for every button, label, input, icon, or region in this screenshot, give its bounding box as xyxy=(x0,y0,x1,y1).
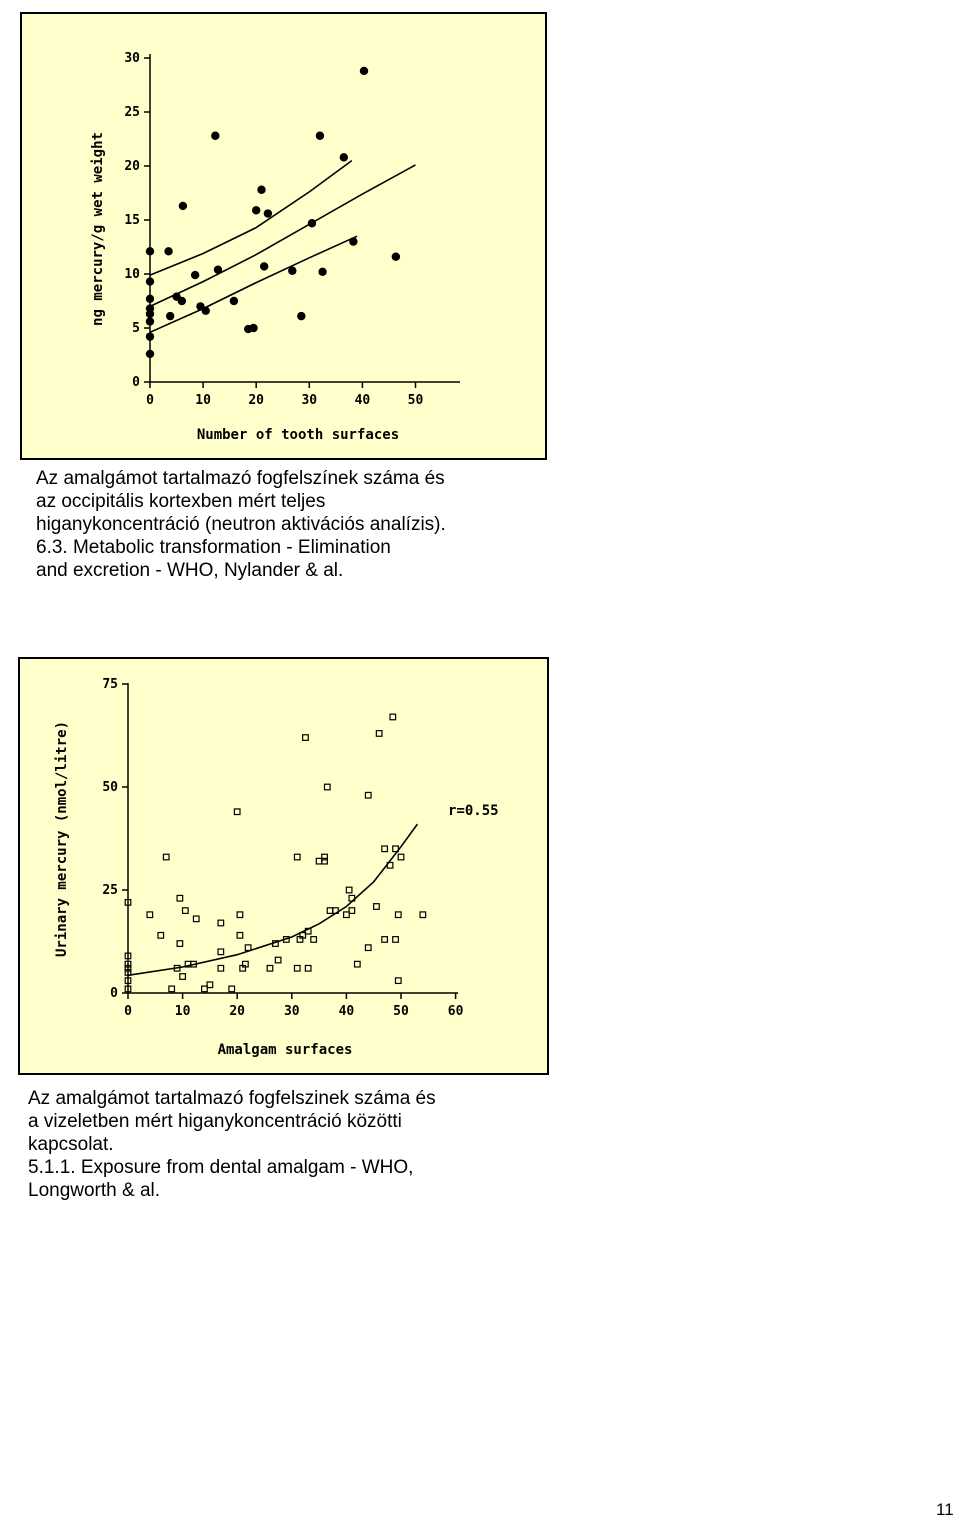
data-point xyxy=(237,912,243,918)
y-axis-title: Urinary mercury (nmol/litre) xyxy=(54,720,70,958)
y-axis-title: ng mercury/g wet weight xyxy=(90,132,106,326)
data-point xyxy=(294,965,300,971)
data-point xyxy=(294,854,300,860)
x-tick-label: 60 xyxy=(447,1004,464,1019)
data-point xyxy=(340,153,348,161)
x-tick-label: 0 xyxy=(146,393,154,408)
data-point xyxy=(303,735,309,741)
data-point xyxy=(237,933,243,939)
x-axis-title: Amalgam surfaces xyxy=(217,1042,353,1058)
scatter-chart-brain-mercury xyxy=(22,14,545,458)
y-tick-label: 50 xyxy=(102,780,118,795)
data-point xyxy=(390,714,396,720)
data-point xyxy=(260,262,268,270)
data-point xyxy=(322,854,328,860)
data-point xyxy=(146,317,154,325)
data-point xyxy=(163,854,169,860)
y-tick-label: 75 xyxy=(102,677,118,692)
data-point xyxy=(234,809,240,815)
x-tick-label: 50 xyxy=(393,1004,409,1019)
x-tick-label: 20 xyxy=(229,1004,246,1019)
data-point xyxy=(376,731,382,737)
data-point xyxy=(275,957,281,963)
y-tick-label: 20 xyxy=(124,159,140,174)
data-point xyxy=(382,937,388,943)
data-point xyxy=(374,904,380,910)
x-tick-label: 40 xyxy=(338,1004,355,1019)
data-point xyxy=(264,209,272,217)
data-point xyxy=(146,247,154,255)
data-point xyxy=(395,912,401,918)
trend-line-fit xyxy=(128,824,417,975)
data-point xyxy=(218,965,224,971)
x-tick-label: 30 xyxy=(283,1004,300,1019)
data-point xyxy=(393,937,399,943)
data-point xyxy=(183,908,189,914)
data-point xyxy=(245,945,251,951)
caption-urinary-mercury xyxy=(28,1087,436,1202)
data-point xyxy=(191,271,199,279)
data-point xyxy=(395,978,401,984)
data-point xyxy=(214,265,222,273)
data-point xyxy=(257,186,265,194)
data-point xyxy=(297,312,305,320)
data-point xyxy=(420,912,426,918)
data-point xyxy=(166,312,174,320)
data-point xyxy=(207,982,213,988)
caption-line: Longworth & al. xyxy=(28,1180,161,1201)
data-point xyxy=(202,986,208,992)
data-point xyxy=(180,974,186,980)
data-point xyxy=(229,986,235,992)
correlation-annotation: r=0.55 xyxy=(448,803,499,819)
data-point xyxy=(146,332,154,340)
page-number: 11 xyxy=(936,1500,954,1519)
x-tick-label: 30 xyxy=(301,393,318,408)
data-point xyxy=(316,858,322,864)
y-tick-label: 5 xyxy=(132,321,140,336)
y-tick-label: 0 xyxy=(110,986,118,1001)
data-point xyxy=(252,206,260,214)
data-point xyxy=(218,949,224,955)
x-axis-title: Number of tooth surfaces xyxy=(196,427,400,443)
data-point xyxy=(311,937,317,943)
data-point xyxy=(322,858,328,864)
data-point xyxy=(344,912,350,918)
caption-line: 6.3. Metabolic transformation - Elimination xyxy=(36,537,391,558)
data-point xyxy=(249,324,257,332)
data-point xyxy=(164,247,172,255)
data-point xyxy=(267,965,273,971)
data-point xyxy=(365,945,371,951)
caption-line: higanykoncentráció (neutron aktivációs analízis). xyxy=(36,514,446,535)
data-point xyxy=(146,295,154,303)
data-point xyxy=(146,350,154,358)
data-point xyxy=(327,908,333,914)
data-point xyxy=(211,132,219,140)
caption-line: 5.1.1. Exposure from dental amalgam - WHO, xyxy=(28,1157,414,1178)
data-point xyxy=(169,986,175,992)
y-tick-label: 0 xyxy=(132,375,140,390)
data-point xyxy=(305,965,311,971)
caption-line: kapcsolat. xyxy=(28,1134,114,1155)
y-tick-label: 15 xyxy=(124,213,140,228)
caption-line: and excretion - WHO, Nylander & al. xyxy=(36,560,344,581)
data-point xyxy=(346,887,352,893)
scatter-chart-urinary-mercury xyxy=(20,659,547,1073)
x-tick-label: 10 xyxy=(174,1004,191,1019)
data-point xyxy=(218,920,224,926)
data-point xyxy=(318,268,326,276)
caption-line: a vizeletben mért higanykoncentráció közötti xyxy=(28,1111,402,1132)
data-point xyxy=(230,297,238,305)
y-tick-label: 10 xyxy=(124,267,140,282)
x-tick-label: 50 xyxy=(407,393,424,408)
data-point xyxy=(382,846,388,852)
caption-line: Az amalgámot tartalmazó fogfelszínek száma és xyxy=(36,468,445,489)
data-point xyxy=(349,908,355,914)
data-point xyxy=(349,237,357,245)
data-point xyxy=(288,267,296,275)
x-tick-label: 40 xyxy=(354,393,371,408)
x-tick-label: 0 xyxy=(124,1004,132,1019)
x-tick-label: 20 xyxy=(248,393,265,408)
chart-panel-urinary-mercury xyxy=(18,657,549,1075)
y-tick-label: 30 xyxy=(124,51,140,66)
caption-line: Az amalgámot tartalmazó fogfelszinek száma és xyxy=(28,1088,436,1109)
data-point xyxy=(179,202,187,210)
caption-brain-mercury xyxy=(36,467,446,582)
data-point xyxy=(193,916,199,922)
data-point xyxy=(177,895,183,901)
data-point xyxy=(324,784,330,790)
data-point xyxy=(202,307,210,315)
data-point xyxy=(398,854,404,860)
data-point xyxy=(178,297,186,305)
y-tick-label: 25 xyxy=(124,105,140,120)
trend-line-center xyxy=(150,165,416,307)
data-point xyxy=(146,277,154,285)
x-tick-label: 10 xyxy=(195,393,211,408)
trend-line-lower xyxy=(150,236,357,332)
data-point xyxy=(146,304,154,312)
data-point xyxy=(355,961,361,967)
data-point xyxy=(392,253,400,261)
y-tick-label: 25 xyxy=(102,883,118,898)
data-point xyxy=(177,941,183,947)
data-point xyxy=(158,933,164,939)
data-point xyxy=(147,912,153,918)
data-point xyxy=(308,219,316,227)
chart-panel-brain-mercury xyxy=(20,12,547,460)
data-point xyxy=(316,132,324,140)
data-point xyxy=(360,67,368,75)
data-point xyxy=(365,792,371,798)
caption-line: az occipitális kortexben mért teljes xyxy=(36,491,326,512)
